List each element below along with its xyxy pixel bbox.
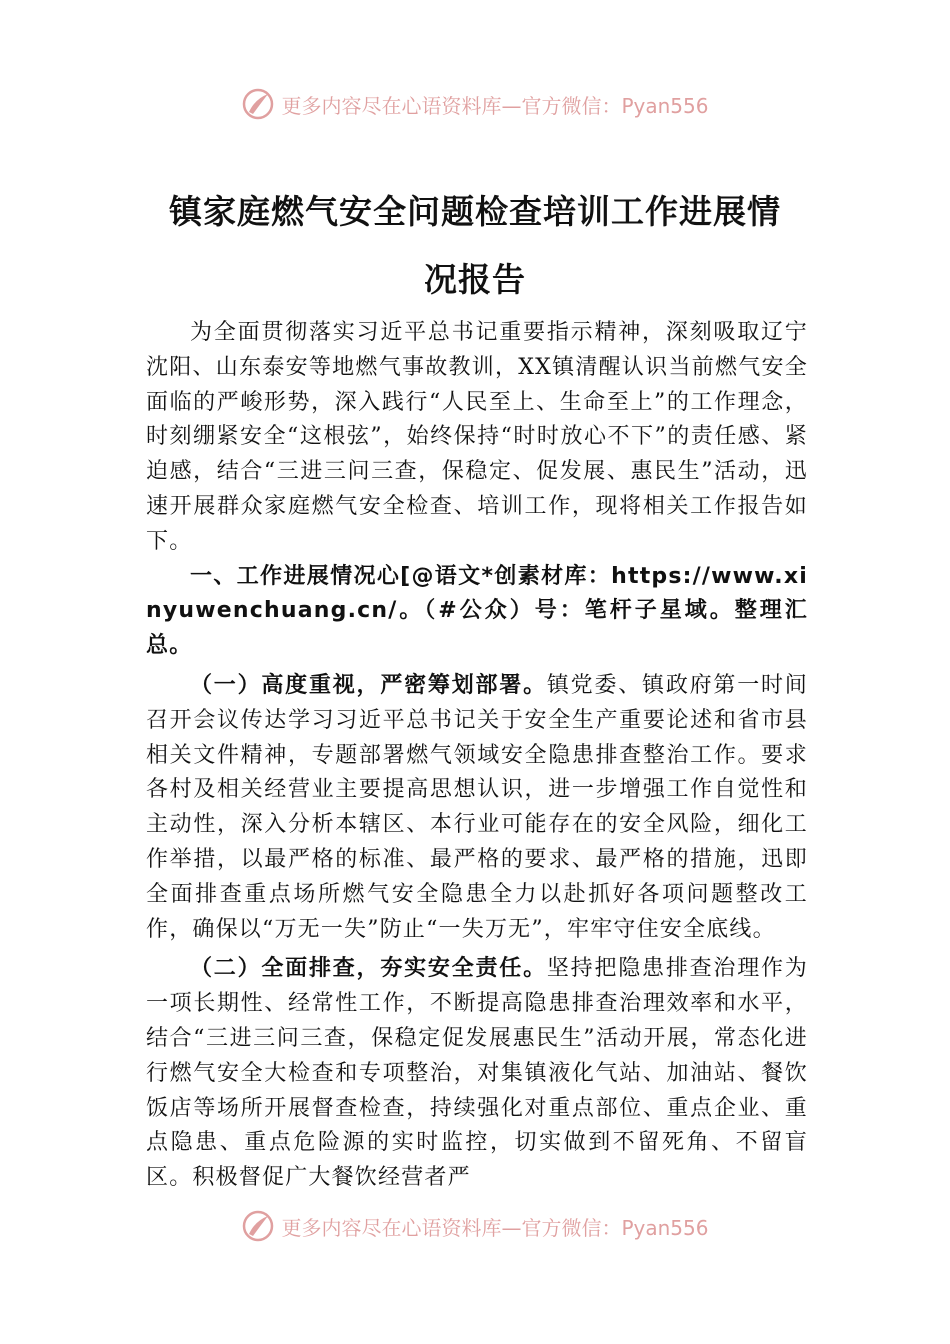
item-1-paragraph: [146, 668, 808, 947]
item-2-paragraph: [146, 951, 808, 1196]
watermark-text: 更多内容尽在心语资料库—官方微信：Pyan556: [281, 1215, 709, 1240]
document-title-line-2: 况报告: [424, 260, 526, 299]
brush-logo-icon: [241, 1209, 275, 1243]
watermark-banner-top: [0, 84, 950, 124]
item-1-title: （一）高度重视，严密筹划部署。: [190, 671, 547, 698]
document-body: [146, 316, 808, 1196]
watermark-text: 更多内容尽在心语资料库—官方微信：Pyan556: [281, 93, 709, 118]
document-title-line-1: 镇家庭燃气安全问题检查培训工作进展情: [169, 192, 781, 231]
section-heading: 一、工作进展情况心[@语文*创素材库：https://www.xinyuwenchuang.cn/。（#公众）号：笔杆子星域。整理汇总。: [146, 563, 808, 659]
brush-logo-icon: [241, 87, 275, 121]
item-2-body: 坚持把隐患排查治理作为一项长期性、经常性工作，不断提高隐患排查治理效率和水平，结合“三进三问三查，保稳定促发展惠民生”活动开展，常态化进行燃气安全大检查和专项整治，对集镇液化气站、加油站、餐饮饭店等场所开展督查检查，持续强化对重点部位、重点企业、重点隐患、重点危险源的实时监控，切实做到不留死角、不留盲区。积极督促广大餐饮经营者严: [146, 956, 808, 1191]
item-2-title: （二）全面排查，夯实安全责任。: [190, 955, 547, 982]
intro-paragraph: 为全面贯彻落实习近平总书记重要指示精神，深刻吸取辽宁沈阳、山东泰安等地燃气事故教训，XX镇清醒认识当前燃气安全面临的严峻形势，深入践行“人民至上、生命至上”的工作理念，时刻绷紧安全“这根弦”，始终保持“时时放心不下”的责任感、紧迫感，结合“三进三问三查，保稳定、促发展、惠民生”活动，迅速开展群众家庭燃气安全检查、培训工作，现将相关工作报告如下。: [146, 320, 808, 554]
item-1-body: 镇党委、镇政府第一时间召开会议传达学习习近平总书记关于安全生产重要论述和省市县相关文件精神，专题部署燃气领域安全隐患排查整治工作。要求各村及相关经营业主要提高思想认识，进一步增强工作自觉性和主动性，深入分析本辖区、本行业可能存在的安全风险，细化工作举措，以最严格的标准、最严格的要求、最严格的措施，迅即全面排查重点场所燃气安全隐患全力以赴抓好各项问题整改工作，确保以“万无一失”防止“一失万无”，牢牢守住安全底线。: [146, 672, 808, 942]
watermark-banner-bottom: [0, 1206, 950, 1246]
